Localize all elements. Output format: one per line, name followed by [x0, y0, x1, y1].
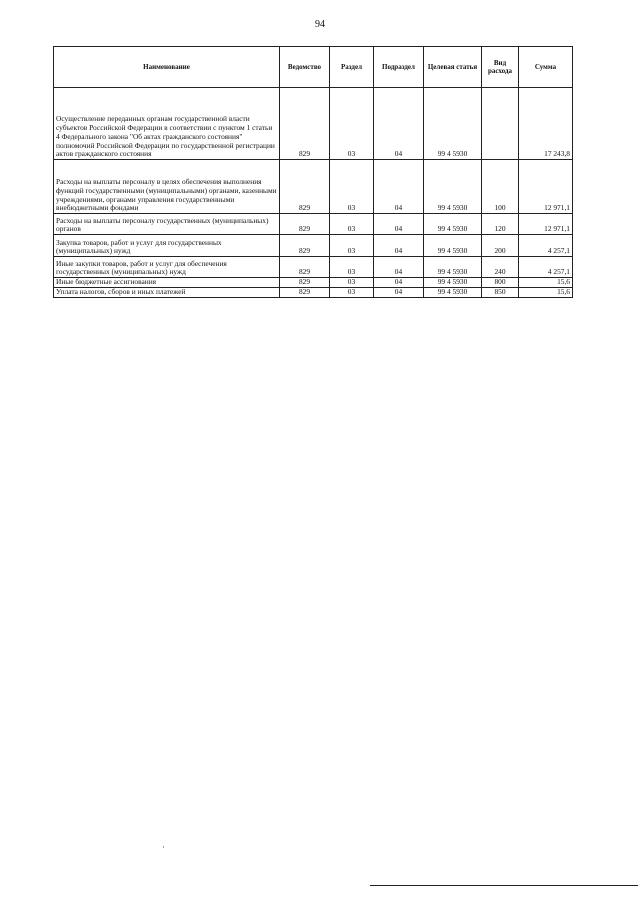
- header-dept: Ведомство: [280, 47, 330, 88]
- header-target: Целевая статья: [424, 47, 482, 88]
- row-target: 99 4 5930: [424, 88, 482, 160]
- table-row: [54, 278, 573, 288]
- row-subsection: 04: [374, 235, 424, 257]
- row-type: 850: [482, 288, 519, 298]
- row-dept: 829: [280, 88, 330, 160]
- row-subsection: 04: [374, 278, 424, 288]
- row-name: Иные бюджетные ассигнования: [54, 278, 280, 288]
- row-sum: 15,6: [519, 278, 573, 288]
- row-section: 03: [330, 88, 374, 160]
- row-name: Иные закупки товаров, работ и услуг для обеспечения государственных (муниципальных) нужд: [54, 257, 280, 278]
- table-row: [54, 88, 573, 160]
- row-target: 99 4 5930: [424, 214, 482, 235]
- row-name: Осуществление переданных органам государственной власти субъектов Российской Федерации в соответствии с пунктом 1 статьи 4 Федерального закона "Об актах гражданского состояния" полномочий Российской Федерации по государственной регистрации актов гражданского состояния: [54, 88, 280, 160]
- row-target: 99 4 5930: [424, 278, 482, 288]
- row-dept: 829: [280, 257, 330, 278]
- row-type: 100: [482, 160, 519, 214]
- row-dept: 829: [280, 288, 330, 298]
- row-name: Закупка товаров, работ и услуг для государственных (муниципальных) нужд: [54, 235, 280, 257]
- row-sum: 17 243,8: [519, 88, 573, 160]
- row-type: [482, 88, 519, 160]
- row-section: 03: [330, 278, 374, 288]
- row-subsection: 04: [374, 88, 424, 160]
- header-name: Наименование: [54, 47, 280, 88]
- footer-rule: [370, 885, 638, 886]
- row-type: 200: [482, 235, 519, 257]
- page-number: 94: [315, 19, 325, 30]
- row-subsection: 04: [374, 214, 424, 235]
- row-dept: 829: [280, 160, 330, 214]
- row-type: 240: [482, 257, 519, 278]
- row-sum: 4 257,1: [519, 257, 573, 278]
- row-sum: 12 971,1: [519, 160, 573, 214]
- row-sum: 4 257,1: [519, 235, 573, 257]
- header-type: Вид расхода: [482, 47, 519, 88]
- row-sum: 12 971,1: [519, 214, 573, 235]
- row-section: 03: [330, 235, 374, 257]
- row-target: 99 4 5930: [424, 235, 482, 257]
- row-section: 03: [330, 160, 374, 214]
- row-dept: 829: [280, 235, 330, 257]
- table-row: [54, 214, 573, 235]
- row-name: Расходы на выплаты персоналу в целях обеспечения выполнения функций государственными (муниципальными) органами, казенными учреждениями, органами управления государственными внебюджетными фондами: [54, 160, 280, 214]
- table-row: [54, 160, 573, 214]
- row-subsection: 04: [374, 257, 424, 278]
- row-type: 120: [482, 214, 519, 235]
- header-section: Раздел: [330, 47, 374, 88]
- scan-mark: [163, 846, 164, 848]
- header-row: [54, 47, 573, 88]
- row-target: 99 4 5930: [424, 160, 482, 214]
- table-row: [54, 288, 573, 298]
- table-row: [54, 257, 573, 278]
- row-section: 03: [330, 288, 374, 298]
- row-name: Расходы на выплаты персоналу государственных (муниципальных) органов: [54, 214, 280, 235]
- row-sum: 15,6: [519, 288, 573, 298]
- row-dept: 829: [280, 214, 330, 235]
- row-name: Уплата налогов, сборов и иных платежей: [54, 288, 280, 298]
- budget-table: [53, 46, 573, 298]
- header-subsection: Подраздел: [374, 47, 424, 88]
- row-dept: 829: [280, 278, 330, 288]
- row-section: 03: [330, 214, 374, 235]
- table-row: [54, 235, 573, 257]
- row-subsection: 04: [374, 288, 424, 298]
- row-target: 99 4 5930: [424, 288, 482, 298]
- row-target: 99 4 5930: [424, 257, 482, 278]
- row-type: 800: [482, 278, 519, 288]
- header-sum: Сумма: [519, 47, 573, 88]
- row-section: 03: [330, 257, 374, 278]
- row-subsection: 04: [374, 160, 424, 214]
